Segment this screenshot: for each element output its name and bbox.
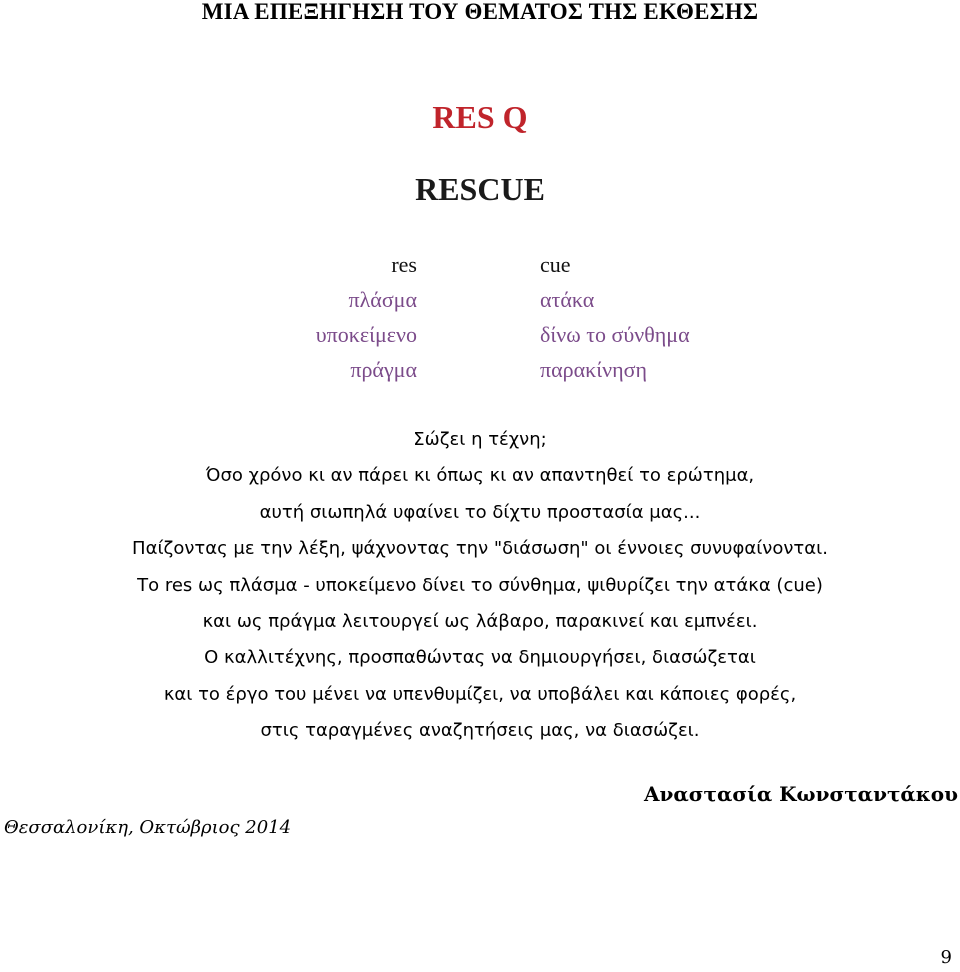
poem-line: και το έργο του μένει να υπενθυμίζει, να υποβάλει και κάποιες φορές, <box>163 683 797 705</box>
poem-line: Παίζοντας με την λέξη, ψάχνοντας την "διάσωση" οι έννοιες συνυφαίνονται. <box>132 538 828 560</box>
page-header: ΜΙΑ ΕΠΕΞΗΓΗΣΗ ΤΟΥ ΘΕΜΑΤΟΣ ΤΗΣ ΕΚΘΕΣΗΣ <box>201 0 759 24</box>
poem-text <box>0 422 960 750</box>
poem-line: στις ταραγμένες αναζητήσεις μας, να διασώζει. <box>260 720 700 742</box>
word-dino-to-synthima: δίνω το σύνθημα <box>540 322 690 347</box>
author-name: Αναστασία Κωνσταντάκου <box>644 782 958 806</box>
wordplay-right-column <box>540 250 690 390</box>
word-res: res <box>391 252 417 277</box>
poem-line: Το res ως πλάσμα - υποκείμενο δίνει το σύνθημα, ψιθυρίζει την ατάκα (cue) <box>137 574 823 596</box>
page-number: 9 <box>940 947 952 968</box>
word-cue: cue <box>540 252 571 277</box>
poem-line: αυτή σιωπηλά υφαίνει το δίχτυ προστασία μας... <box>259 501 701 523</box>
poem-line: Σώζει η τέχνη; <box>413 429 547 450</box>
wordplay-left-column <box>316 250 417 390</box>
place-date: Θεσσαλονίκη, Οκτώβριος 2014 <box>4 817 292 838</box>
poem-line: Όσο χρόνο κι αν πάρει κι όπως κι αν απαντηθεί το ερώτημα, <box>205 465 755 487</box>
poem-line: Ο καλλιτέχνης, προσπαθώντας να δημιουργήσει, διασώζεται <box>204 647 756 669</box>
word-ypokeimeno: υποκείμενο <box>315 322 417 347</box>
title-res-q: RES Q <box>432 99 528 135</box>
word-parakinisi: παρακίνηση <box>540 357 647 382</box>
poem-line: και ως πράγμα λειτουργεί ως λάβαρο, παρακινεί και εμπνέει. <box>202 610 758 632</box>
word-pragma: πράγμα <box>350 357 417 382</box>
word-ataka: ατάκα <box>540 287 595 312</box>
title-rescue: RESCUE <box>415 171 545 207</box>
word-plasma: πλάσμα <box>348 287 417 312</box>
